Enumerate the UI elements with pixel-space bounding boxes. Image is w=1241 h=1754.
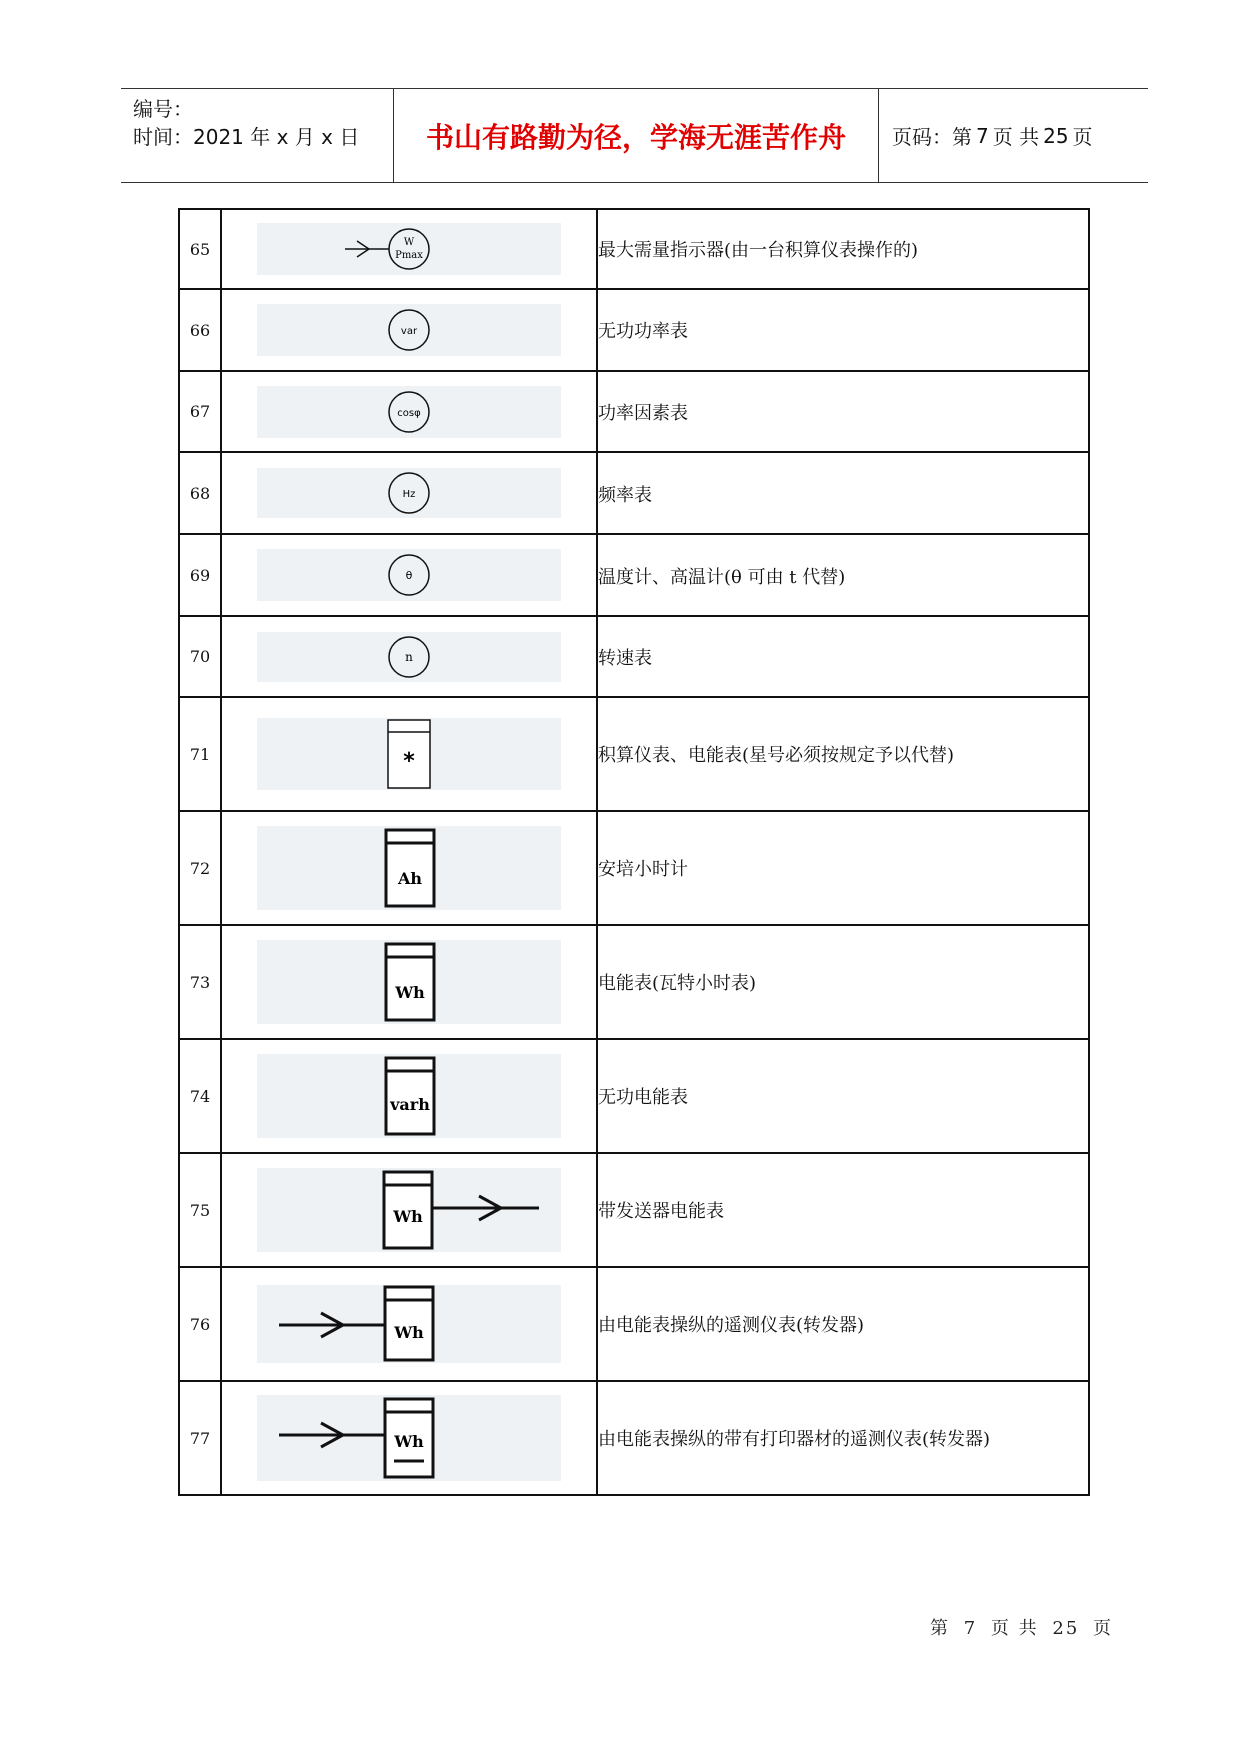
frequency-meter-icon xyxy=(257,468,561,518)
row-description: 功率因素表 xyxy=(597,371,1089,452)
row-description: 无功电能表 xyxy=(597,1039,1089,1153)
row-number: 73 xyxy=(179,925,221,1039)
row-description: 积算仪表、电能表(星号必须按规定予以代替) xyxy=(597,697,1089,811)
header-meta xyxy=(121,89,393,182)
row-description: 电能表(瓦特小时表) xyxy=(597,925,1089,1039)
symbol-image xyxy=(257,1168,561,1252)
table-row xyxy=(179,289,1089,371)
table-row xyxy=(179,452,1089,534)
symbol-image xyxy=(257,718,561,790)
symbol-cell xyxy=(221,1153,597,1267)
tachometer-icon xyxy=(257,632,561,682)
symbol-image xyxy=(257,386,561,438)
var-meter-icon xyxy=(257,304,561,356)
symbol-cell xyxy=(221,925,597,1039)
circle-bottom-label: Pmax xyxy=(395,250,423,261)
symbol-cell xyxy=(221,534,597,616)
row-number: 68 xyxy=(179,452,221,534)
symbol-cell xyxy=(221,811,597,925)
doc-number-label: 编号： xyxy=(133,97,193,121)
symbol-image xyxy=(257,223,561,275)
circle-top-label: W xyxy=(403,237,415,248)
row-description: 无功功率表 xyxy=(597,289,1089,371)
symbol-cell xyxy=(221,1039,597,1153)
circle-label: n xyxy=(405,649,413,664)
symbol-table xyxy=(178,208,1090,1496)
telemeter-printer-icon xyxy=(257,1395,561,1481)
table-row xyxy=(179,1267,1089,1381)
row-number: 72 xyxy=(179,811,221,925)
symbol-image xyxy=(257,549,561,601)
symbol-cell xyxy=(221,697,597,811)
header-motto: 书山有路勤为径，学海无涯苦作舟 xyxy=(393,89,879,182)
row-number: 70 xyxy=(179,616,221,697)
symbol-cell xyxy=(221,616,597,697)
meter-with-input-arrow-icon xyxy=(257,223,561,275)
footer-suffix: 页 xyxy=(1093,1618,1114,1639)
page-end-label: 页 xyxy=(1072,125,1093,149)
symbol-image xyxy=(257,1395,561,1481)
symbol-image xyxy=(257,1285,561,1363)
header-page-info xyxy=(879,89,1148,182)
row-description: 温度计、高温计(θ 可由 t 代替) xyxy=(597,534,1089,616)
circle-label: Hz xyxy=(402,489,416,500)
symbol-cell xyxy=(221,452,597,534)
symbol-image xyxy=(257,468,561,518)
symbol-cell xyxy=(221,1267,597,1381)
circle-label: θ xyxy=(405,569,413,582)
row-number: 71 xyxy=(179,697,221,811)
row-description: 转速表 xyxy=(597,616,1089,697)
row-number: 65 xyxy=(179,209,221,289)
thermometer-icon xyxy=(257,549,561,601)
box-label: varh xyxy=(390,1095,430,1114)
circle-label: cosφ xyxy=(397,407,421,419)
table-row xyxy=(179,1381,1089,1495)
table-row xyxy=(179,1039,1089,1153)
box-label: Wh xyxy=(394,1323,424,1342)
box-label: Ah xyxy=(397,869,423,888)
table-row xyxy=(179,1153,1089,1267)
symbol-image xyxy=(257,632,561,682)
row-description: 由电能表操纵的遥测仪表(转发器) xyxy=(597,1267,1089,1381)
page-total: 25 xyxy=(1043,123,1069,148)
symbol-cell xyxy=(221,371,597,452)
footer-mid: 页 共 xyxy=(990,1618,1039,1639)
doc-time-label: 时间：2021 年 x 月 x 日 xyxy=(133,125,360,149)
row-number: 77 xyxy=(179,1381,221,1495)
row-number: 66 xyxy=(179,289,221,371)
row-number: 75 xyxy=(179,1153,221,1267)
row-number: 69 xyxy=(179,534,221,616)
box-label: Wh xyxy=(394,1432,424,1451)
table-row xyxy=(179,925,1089,1039)
box-label: Wh xyxy=(395,983,425,1002)
row-description: 带发送器电能表 xyxy=(597,1153,1089,1267)
footer-prefix: 第 xyxy=(930,1618,950,1639)
row-description: 由电能表操纵的带有打印器材的遥测仪表(转发器) xyxy=(597,1381,1089,1495)
symbol-cell xyxy=(221,209,597,289)
row-description: 频率表 xyxy=(597,452,1089,534)
page-footer xyxy=(930,1614,1119,1640)
integrating-meter-icon xyxy=(257,718,561,790)
row-number: 74 xyxy=(179,1039,221,1153)
power-factor-meter-icon xyxy=(257,386,561,438)
footer-page-number: 7 xyxy=(963,1618,978,1639)
telemeter-repeater-icon xyxy=(257,1285,561,1363)
table-row xyxy=(179,209,1089,289)
ampere-hour-meter-icon xyxy=(257,826,561,910)
table-row xyxy=(179,371,1089,452)
circle-label: var xyxy=(400,326,418,337)
symbol-cell xyxy=(221,289,597,371)
page-label: 页码：第 xyxy=(892,125,972,149)
footer-page-total: 25 xyxy=(1052,1618,1080,1639)
page-number: 7 xyxy=(976,123,989,148)
page-mid-label: 页 共 xyxy=(992,125,1040,149)
symbol-image xyxy=(257,304,561,356)
energy-meter-transmitter-icon xyxy=(257,1168,561,1252)
row-number: 76 xyxy=(179,1267,221,1381)
watt-hour-meter-icon xyxy=(257,940,561,1024)
row-number: 67 xyxy=(179,371,221,452)
table-row xyxy=(179,697,1089,811)
varh-meter-icon xyxy=(257,1054,561,1138)
table-row xyxy=(179,811,1089,925)
symbol-image xyxy=(257,940,561,1024)
box-label: Wh xyxy=(393,1207,423,1226)
box-label: * xyxy=(403,749,415,774)
symbol-image xyxy=(257,826,561,910)
table-row xyxy=(179,534,1089,616)
row-description: 安培小时计 xyxy=(597,811,1089,925)
page-header xyxy=(121,88,1148,183)
symbol-cell xyxy=(221,1381,597,1495)
row-description: 最大需量指示器(由一台积算仪表操作的) xyxy=(597,209,1089,289)
table-row xyxy=(179,616,1089,697)
symbol-image xyxy=(257,1054,561,1138)
